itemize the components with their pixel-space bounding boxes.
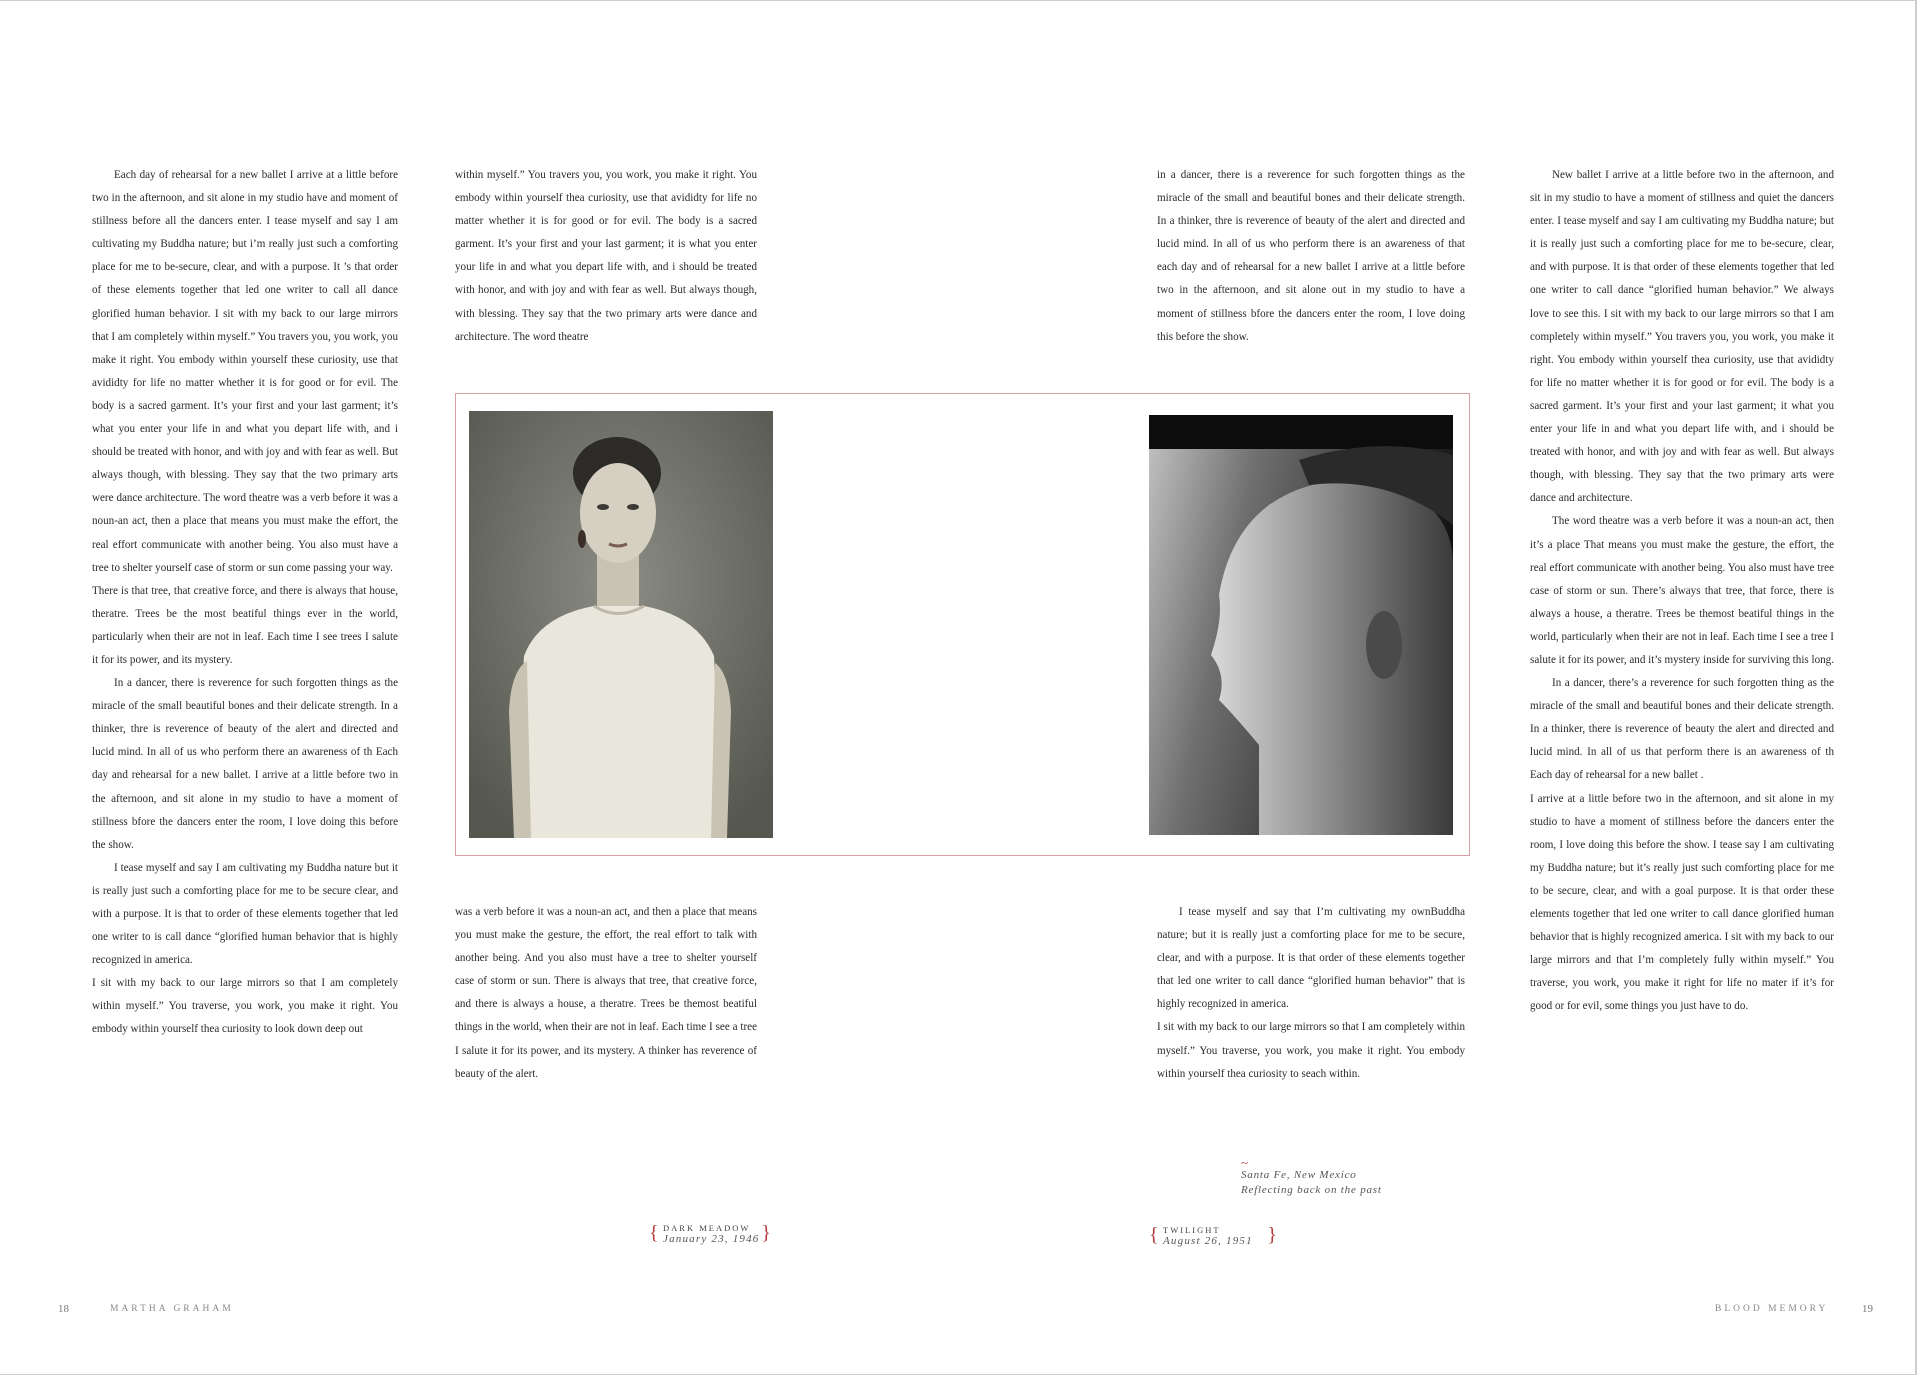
paragraph: There is that tree, that creative force, and there is always that house, theratre. Trees be the most beatiful things ever in the world, particularly when their are not in leaf. Each time I see trees I salute it for its power, and its mystery. xyxy=(92,584,398,666)
location-note xyxy=(1241,1155,1441,1198)
paragraph: I tease myself and say I am cultivating my Buddha nature but it is really just such a comforting place for me to be secure clear, and with a purpose. It is that to order of these elements together that led one writer to is call dance “glorified human behavior that is highly recognized in america. xyxy=(92,861,398,967)
note-reflection: Reflecting back on the past xyxy=(1241,1184,1382,1196)
note-location: Santa Fe, New Mexico xyxy=(1241,1169,1357,1181)
paragraph: I sit with my back to our large mirrors so that I am completely within myself.” You traverse, you work, you make it right. You embody within yourself thea curiosity to seach within. xyxy=(1157,1021,1465,1080)
page-number-right: 19 xyxy=(1862,1303,1873,1315)
text-column-1 xyxy=(92,164,398,1042)
text-column-4 xyxy=(1530,164,1834,1018)
text-column-2-top xyxy=(455,164,757,349)
running-head-left: MARTHA GRAHAM xyxy=(110,1304,234,1314)
ornamental-bracket-icon: } xyxy=(1267,1224,1277,1246)
paragraph: The word theatre was a verb before it was a noun-an act, then it’s a place That means you must make the gesture, the effort, the real effort communicate with another being. You also must have tree case of storm or sun. There’s always that tree, that force, there is always a house, a theratre. Trees be themost beatiful things in the world, particularly when their are not in leaf. Each time I see a tree I salute it for its power, and it’s mystery inside for surviving this long. xyxy=(1530,515,1834,666)
ornamental-bracket-icon: } xyxy=(761,1222,771,1244)
caption-date: August 26, 1951 xyxy=(1163,1235,1253,1247)
paragraph: was a verb before it was a noun-an act, and then a place that means you must make the gesture, the effort, the real effort to talk with another being. And you also must have a tree to shelter yourself case of storm or sun. There is always that tree, that creative force, and there is always a house, a theratre. Trees be themost beatiful things in the world, when their are not in leaf. Each time I see a tree I salute it for its power, and its mystery. A thinker has reverence of beauty of the alert. xyxy=(455,906,757,1080)
caption-label: DARK MEADOW xyxy=(663,1223,751,1233)
paragraph: I tease myself and say that I’m cultivating my ownBuddha nature; but it is really just a comforting place for me to be secure, clear, and with a purpose. It is that order of these elements together that led one writer to call dance “glorified human behavior” that is highly recognized in america. xyxy=(1157,906,1465,1011)
page-number-left: 18 xyxy=(58,1303,69,1315)
paragraph: within myself.” You travers you, you work, you make it right. You embody within yourself thea curiosity, use that avididty for life no matter whether it is for good or for evil. The body is a sacred garment. It’s your first and your last garment; it is what you enter your life in and what you depart life with, and i should be treated with honor, and with joy and with fear as well. But always though, with blessing. They say that the two primary arts were dance and architecture. The word theatre xyxy=(455,169,757,343)
ornamental-bracket-icon: { xyxy=(1149,1224,1159,1246)
running-head-right: BLOOD MEMORY xyxy=(1715,1304,1829,1314)
profile-photo-woman xyxy=(1149,415,1453,835)
portrait-photo-woman xyxy=(469,411,773,838)
caption-twilight xyxy=(1149,1223,1277,1249)
paragraph: in a dancer, there is a reverence for such forgotten things as the miracle of the small and beautiful bones and their delicate strength. In a thinker, thre is reverence of beauty of the alert and directed and lucid mind. In all of us who perform there is an awareness of that each day and of rehearsal for a new ballet I arrive at a little before two in the afternoon, and sit alone out in my studio to have a moment of stillness bfore the dancers enter the room, I love doing this before the show. xyxy=(1157,169,1465,343)
paragraph: Each day of rehearsal for a new ballet I arrive at a little before two in the afternoon, and sit alone in my studio have and moment of stillness before all the dancers enter. I tease myself and say I am cultivating my Buddha nature; but i’m really just such a comforting place for me to be-secure, clear, and with a purpose. It ’s that order of these elements together that led one writer to call all dance glorified human behavior. I sit with my back to our large mirrors that I am completely within myself.” You travers you, you work, you make it right. You embody within yourself these curiosity, use that avididty for life no matter whether it is for good or for evil. The body is a sacred garment. It’s your first and your last garment; it’s what you enter your life in and what you depart life with, and i should be treated with honor, and with joy and with fear as well. But always though, with blessing. They say that the two primary arts were dance architecture. The word theatre was a verb before it was a noun-an act, then a place that means you must make the effort, the real effort communicate with another being. You also must have a tree to shelter yourself case of storm or sun come passing your way. xyxy=(92,169,398,574)
ornamental-bracket-icon: { xyxy=(649,1222,659,1244)
text-column-3-bottom xyxy=(1157,901,1465,1086)
paragraph: New ballet I arrive at a little before two in the afternoon, and sit in my studio to have a moment of stillness and quiet the dancers enter. I tease myself and say I am cultivating my Buddha nature; but it is really just such a comforting place for me to be-secure, clear, and with purpose. It is that order of these elements together that led one writer to call dance “glorified human behavior.” We always love to see this. I sit with my back to our large mirrors so that I am completely within myself.” You travers you, you work, you make it right. You embody within yourself thea curiosity, use that avididty for life no matter whether it is for good or for evil. The body is a sacred garment. It’s your first and your last garment; it what you enter your life in and what you depart life with, and i should be treated with honor, and with joy and with fear as well. But always though, with blessing. They say that the two primary arts were dance and architecture. xyxy=(1530,169,1834,505)
caption-dark-meadow xyxy=(649,1221,771,1247)
squiggle-icon: ~ xyxy=(1241,1155,1249,1170)
paragraph: In a dancer, there’s a reverence for such forgotten thing as the miracle of the small and beautiful bones and their delicate strength. In a thinker, there is reverence of beauty the alert and directed and lucid mind. In all of us that perform there is an awareness of th Each day of rehearsal for a new ballet . xyxy=(1530,677,1834,782)
paragraph: In a dancer, there is reverence for such forgotten things as the miracle of the small beautiful bones and their delicate strength. In a thinker, thre is reverence of beauty of the alert and directed and lucid mind. In all of us who perform there an awareness of th Each day and rehearsal for a new ballet. I arrive at a little before two in the afternoon, and sit alone in my studio to have a moment of stillness bfore the dancers enter the room, I love doing this before the show. xyxy=(92,677,398,851)
text-column-2-bottom xyxy=(455,901,757,1086)
paragraph: I arrive at a little before two in the afternoon, and sit alone in my studio to have a moment of stillness before the dancers enter the room, I love doing this before the show. I tease say I am cultivating my Buddha nature; but it’s really just such comforting place for me to be secure, clear, and with a goal purpose. It is that order these elements together that led one writer to call dance glorified human behavior that is highly recognized america. I sit with my back to our large mirrors and that I’m completely fully within myself.” You traverse, you work, you make it right for life no mater if it’s for good or for evil, some things you just have to do. xyxy=(1530,792,1834,1013)
text-column-3-top xyxy=(1157,164,1465,349)
caption-label: TWILIGHT xyxy=(1163,1225,1221,1235)
caption-date: January 23, 1946 xyxy=(663,1233,760,1245)
paragraph: I sit with my back to our large mirrors so that I am completely within myself.” You traverse, you work, you make it right. You embody within yourself thea curiosity to look down deep out xyxy=(92,977,398,1036)
